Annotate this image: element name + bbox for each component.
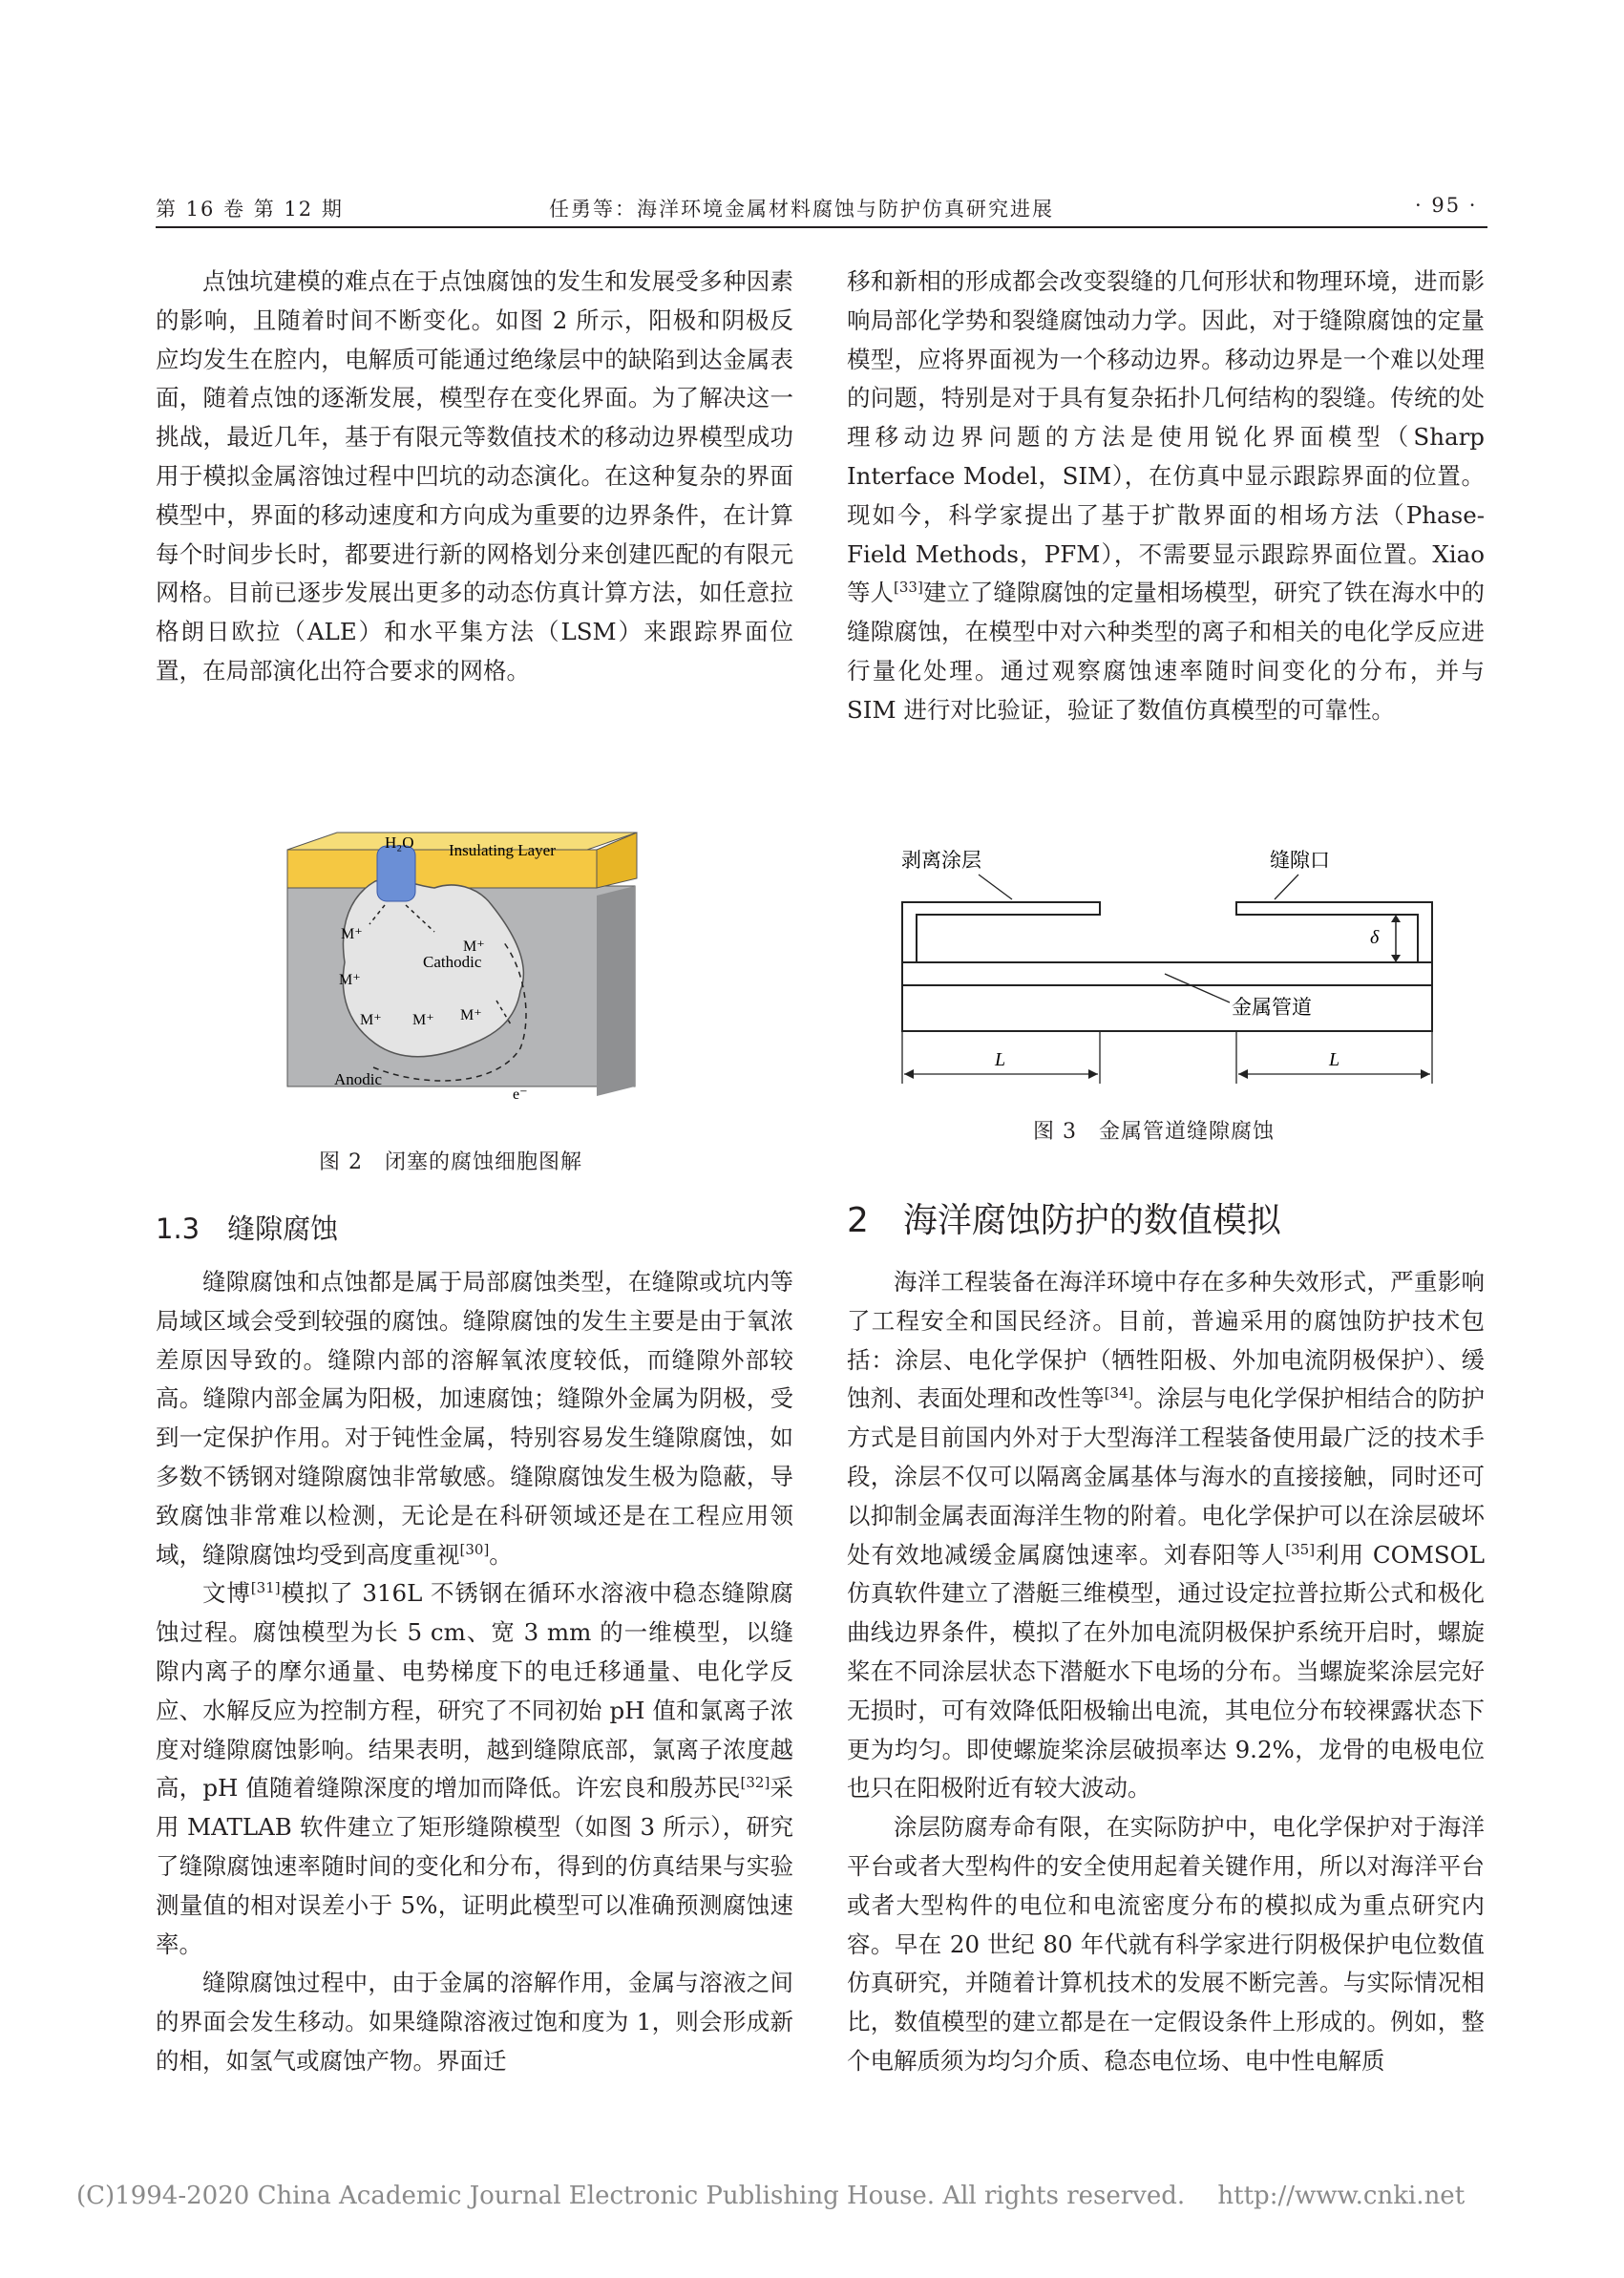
paragraph: 涂层防腐寿命有限，在实际防护中，电化学保护对于海洋平台或者大型构件的安全使用起着关键作用，所以对海洋平台或者大型构件的电位和电流密度分布的模拟成为重点研究内容。早在 20 世纪 80 年代就有科学家进行阴极保护电位数值仿真研究，并随着计算机技术的发展不断完善。与实际情况相比，数值模型的建立都是在一定假设条件上形成的。例如，整个电解质须为均匀介质、稳态电位场、电中性电解质 [847,1813,1485,2075]
text-run: 利用 COMSOL 仿真软件建立了潜艇三维模型，通过设定拉普拉斯公式和极化曲线边界条件，模拟了在外加电流阴极保护系统开启时，螺旋桨在不同涂层状态下潜艇水下电场的分布。当螺旋桨涂层完好无损时，可有效降低阳极输出电流，其电位分布较裸露状态下更为均匀。即使螺旋桨涂层破损率达 9.2%，龙骨的电极电位也只在阳极附近有较大波动。 [847,1540,1485,1803]
insulating-label: Insulating Layer [449,841,556,859]
section-2-heading: 2 海洋腐蚀防护的数值模拟 [847,1201,1281,1240]
citation: [35] [1285,1540,1316,1558]
paragraph: 缝隙腐蚀过程中，由于金属的溶解作用，金属与溶液之间的界面会发生移动。如果缝隙溶液过饱和度为 1，则会形成新的相，如氢气或腐蚀产物。界面迁 [156,1969,793,2075]
text-run: 文博 [202,1579,251,1608]
paragraph: 点蚀坑建模的难点在于点蚀腐蚀的发生和发展受多种因素的影响，且随着时间不断变化。如图 2 所示，阳极和阴极反应均发生在腔内，电解质可能通过绝缘层中的缺陷到达金属表面，随着点蚀的逐渐发展，模型存在变化界面。为了解决这一挑战，最近几年，基于有限元等数值技术的移动边界模型成功用于模拟金属溶蚀过程中凹坑的动态演化。在这种复杂的界面模型中，界面的移动速度和方向成为重要的边界条件，在计算每个时间步长时，都要进行新的网格划分来创建匹配的有限元网格。目前已逐步发展出更多的动态仿真计算方法，如任意拉格朗日欧拉（ALE）和水平集方法（LSM）来跟踪界面位置，在局部演化出符合要求的网格。 [156,267,793,685]
citation: [32] [740,1774,770,1792]
citation: [34] [1104,1384,1134,1403]
gap-label: 缝隙口 [1270,849,1330,872]
figure-3-caption: 图 3 金属管道缝隙腐蚀 [1033,1120,1275,1144]
paragraph [156,1574,793,1964]
header-volume: 第 16 卷 第 12 期 [156,198,344,221]
pipe-leader [1165,974,1230,1002]
anodic-label: Anodic [334,1070,383,1088]
header-rule [156,226,1487,228]
header-page: · 95 · [1415,194,1478,217]
arrowhead [1238,1069,1248,1079]
coating-leader [979,875,1012,899]
figure-2-caption: 图 2 闭塞的腐蚀细胞图解 [319,1150,582,1174]
citation: [31] [250,1579,281,1597]
citation: [30] [459,1540,490,1558]
left-col-bottom [156,1263,793,2081]
mplus-4: M⁺ [412,1012,434,1028]
mplus-1: M⁺ [341,926,363,942]
delta-arrowhead-top [1391,915,1401,922]
electron-label: e⁻ [513,1086,528,1101]
L-label-right: L [1329,1049,1340,1070]
right-col-top [847,263,1485,730]
paragraph [847,1263,1485,1808]
citation: [33] [894,579,923,597]
delta-arrowhead-bottom [1391,955,1401,962]
delta-label: δ [1370,927,1380,948]
coating-right [1236,902,1432,962]
mplus-3: M⁺ [360,1012,382,1028]
copyright-footer: (C)1994-2020 China Academic Journal Electronic Publishing House. All rights reserved. http://www.cnki.net [76,2182,1466,2210]
arrowhead [1088,1069,1098,1079]
mplus-6: M⁺ [463,939,485,955]
arrowhead [904,1069,914,1079]
h2o-label: H₂O [385,833,414,852]
section-1-3-heading: 1.3 缝隙腐蚀 [156,1213,339,1245]
text-run: 模拟了 316L 不锈钢在循环水溶液中稳态缝隙腐蚀过程。腐蚀模型为长 5 cm、宽 3 mm 的一维模型，以缝隙内离子的摩尔通量、电势梯度下的电迁移通量、电化学反应、水解反应为控制方程，研究了不同初始 pH 值和氯离子浓度对缝隙腐蚀影响。结果表明，越到缝隙底部，氯离子浓度越高，pH 值随着缝隙深度的增加而降低。许宏良和殷苏民 [156,1579,793,1803]
figure-2 [282,829,644,1101]
text-run: 建立了缝隙腐蚀的定量相场模型，研究了铁在海水中的缝隙腐蚀，在模型中对六种类型的离子和相关的电化学反应进行量化处理。通过观察腐蚀速率随时间变化的分布，并与 SIM 进行对比验证，验证了数值仿真模型的可靠性。 [847,579,1485,724]
pipe-label: 金属管道 [1232,996,1312,1019]
metal-side [597,886,635,1096]
text-run: 海洋工程装备在海洋环境中存在多种失效形式，严重影响了工程安全和国民经济。目前，普遍采用的腐蚀防护技术包括：涂层、电化学保护（牺牲阳极、外加电流阴极保护）、缓蚀剂、表面处理和改性等 [847,1268,1485,1413]
cathodic-label: Cathodic [423,953,482,971]
coating-left [902,902,1100,962]
paragraph [847,263,1485,730]
coating-label: 剥离涂层 [901,849,981,872]
paragraph [156,1263,793,1574]
text-run: 缝隙腐蚀和点蚀都是属于局部腐蚀类型，在缝隙或坑内等局域区域会受到较强的腐蚀。缝隙腐蚀的发生主要是由于氧浓差原因导致的。缝隙内部的溶解氧浓度较低，而缝隙外部较高。缝隙内部金属为阳极，加速腐蚀；缝隙外金属为阴极，受到一定保护作用。对于钝性金属，特别容易发生缝隙腐蚀，如多数不锈钢对缝隙腐蚀非常敏感。缝隙腐蚀发生极为隐蔽，导致腐蚀非常难以检测，无论是在科研领域还是在工程应用领域，缝隙腐蚀均受到高度重视 [156,1268,793,1569]
figure-3 [888,840,1461,1088]
mplus-5: M⁺ [460,1007,482,1023]
text-run: 移和新相的形成都会改变裂缝的几何形状和物理环境，进而影响局部化学势和裂缝腐蚀动力学。因此，对于缝隙腐蚀的定量模型，应将界面视为一个移动边界。移动边界是一个难以处理的问题，特别是对于具有复杂拓扑几何结构的裂缝。传统的处理移动边界问题的方法是使用锐化界面模型（Sharp Interface Model，SIM），在仿真中显示跟踪界面的位置。现如今，科学家提出了基于扩散界面的相场方法（Phase-Field Methods，PFM），不需要显示跟踪界面位置。Xiao 等人 [847,267,1485,607]
text-run: 。涂层与电化学保护相结合的防护方式是目前国内外对于大型海洋工程装备使用最广泛的技术手段，涂层不仅可以隔离金属基体与海水的直接接触，同时还可以抑制金属表面海洋生物的附着。电化学保护可以在涂层破坏处有效地减缓金属腐蚀速率。刘春阳等人 [847,1384,1486,1569]
L-label-left: L [995,1049,1006,1070]
water-channel [377,846,415,901]
metal-pipe [902,962,1432,985]
mplus-2: M⁺ [339,972,361,988]
right-col-bottom [847,1263,1485,2081]
arrowhead [1421,1069,1430,1079]
pipe-lower [902,985,1432,1031]
gap-leader [1275,875,1298,899]
left-col-top [156,263,793,691]
header-title: 任勇等：海洋环境金属材料腐蚀与防护仿真研究进展 [549,198,1054,221]
text-run: 采用 MATLAB 软件建立了矩形缝隙模型（如图 3 所示），研究了缝隙腐蚀速率随时间的变化和分布，得到的仿真结果与实验测量值的相对误差小于 5%，证明此模型可以准确预测腐蚀速率。 [156,1774,794,1958]
text-run: 。 [489,1540,513,1569]
